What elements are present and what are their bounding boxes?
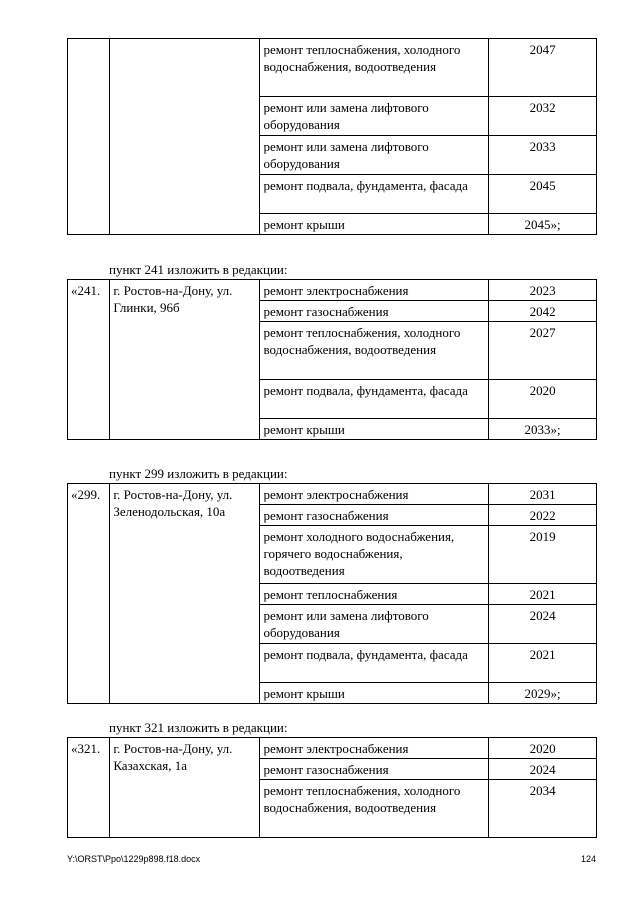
year-cell: 2033 [489,136,597,175]
repair-table-321 [67,737,597,838]
work-type-cell: ремонт теплоснабжения [260,584,489,605]
year-cell: 2027 [489,322,597,380]
year-cell: 2024 [489,759,597,780]
address-cell: г. Ростов-на-Дону, ул. Глинки, 96б [110,280,260,440]
year-cell: 2023 [489,280,597,301]
repair-table-299 [67,483,597,704]
table-row [68,280,597,301]
year-cell: 2045»; [489,214,597,235]
address-cell: г. Ростов-на-Дону, ул. Зеленодольская, 10а [110,484,260,704]
work-type-cell: ремонт или замена лифтового оборудования [260,605,489,644]
work-type-cell: ремонт теплоснабжения, холодного водоснабжения, водоотведения [260,780,489,838]
year-cell: 2031 [489,484,597,505]
item-number-cell: «321. [68,738,110,838]
work-type-cell: ремонт электроснабжения [260,738,489,759]
table-row [68,39,597,97]
year-cell: 2047 [489,39,597,97]
item-number-cell: «299. [68,484,110,704]
repair-table-continuation [67,38,597,235]
year-cell: 2020 [489,380,597,419]
work-type-cell: ремонт или замена лифтового оборудования [260,136,489,175]
year-cell: 2021 [489,644,597,683]
footer-file-path: Y:\ORST\Ppo\1229p898.f18.docx [67,854,201,864]
year-cell: 2033»; [489,419,597,440]
year-cell: 2045 [489,175,597,214]
work-type-cell: ремонт или замена лифтового оборудования [260,97,489,136]
work-type-cell: ремонт теплоснабжения, холодного водоснабжения, водоотведения [260,322,489,380]
year-cell: 2020 [489,738,597,759]
year-cell: 2029»; [489,683,597,704]
work-type-cell: ремонт подвала, фундамента, фасада [260,644,489,683]
work-type-cell: ремонт теплоснабжения, холодного водоснабжения, водоотведения [260,39,489,97]
address-cell: г. Ростов-на-Дону, ул. Казахская, 1а [110,738,260,838]
work-type-cell: ремонт подвала, фундамента, фасада [260,175,489,214]
item-number-cell: «241. [68,280,110,440]
item-number-cell [68,39,110,235]
year-cell: 2042 [489,301,597,322]
address-cell [110,39,260,235]
work-type-cell: ремонт крыши [260,419,489,440]
work-type-cell: ремонт электроснабжения [260,280,489,301]
repair-table-241 [67,279,597,440]
work-type-cell: ремонт газоснабжения [260,505,489,526]
work-type-cell: ремонт электроснабжения [260,484,489,505]
year-cell: 2024 [489,605,597,644]
work-type-cell: ремонт крыши [260,214,489,235]
work-type-cell: ремонт крыши [260,683,489,704]
table-row [68,738,597,759]
year-cell: 2022 [489,505,597,526]
amendment-intro: пункт 241 изложить в редакции: [109,262,288,277]
work-type-cell: ремонт холодного водоснабжения, горячего водоснабжения, водоотведения [260,526,489,584]
year-cell: 2032 [489,97,597,136]
work-type-cell: ремонт газоснабжения [260,301,489,322]
year-cell: 2034 [489,780,597,838]
amendment-intro: пункт 321 изложить в редакции: [109,720,288,735]
work-type-cell: ремонт подвала, фундамента, фасада [260,380,489,419]
footer-page-number: 124 [580,854,596,864]
work-type-cell: ремонт газоснабжения [260,759,489,780]
table-row [68,484,597,505]
amendment-intro: пункт 299 изложить в редакции: [109,466,288,481]
year-cell: 2021 [489,584,597,605]
year-cell: 2019 [489,526,597,584]
